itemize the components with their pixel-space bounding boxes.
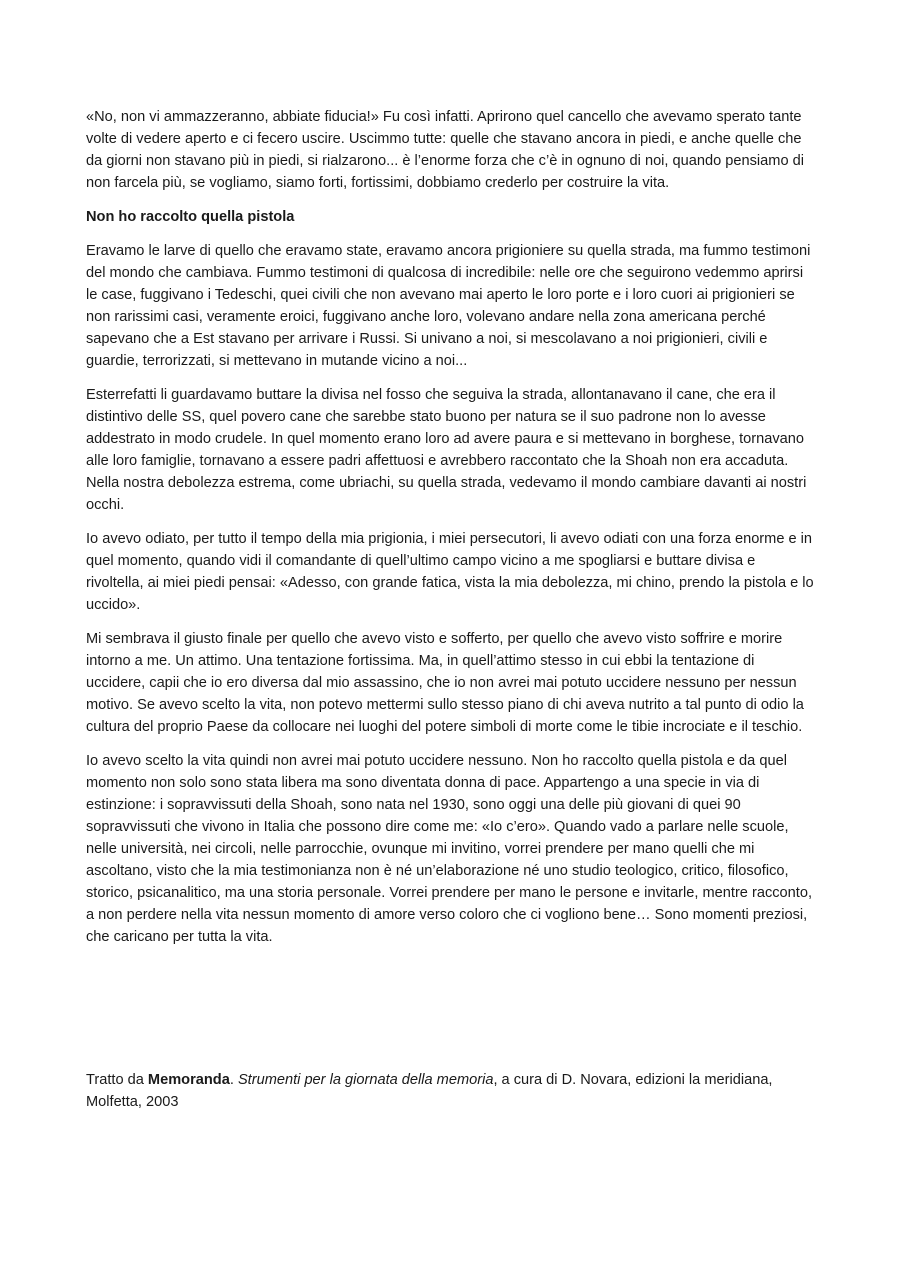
- citation-separator: .: [229, 1072, 238, 1088]
- paragraph-6: Io avevo scelto la vita quindi non avrei mai potuto uccidere nessuno. Non ho raccolto quella pistola e da quel momento non solo sono stata libera ma sono diventata donna di pace. Appartengo a una specie in via di estinzione: i sopravvissuti della Shoah, sono nata nel 1930, sono oggi una delle più giovani di quei 90 sopravvissuti che vivono in Italia che possono dire come me: «Io c’ero». Quando vado a parlare nelle scuole, nelle università, nei circoli, nelle parrocchie, ovunque mi invitino, vorrei prendere per mano quelli che mi ascoltano, visto che la mia testimonianza non è né un’elaborazione né uno studio teologico, critico, filosofico, storico, psicanalitico, ma una storia personale. Vorrei prendere per mano le persone e invitarle, mentre racconto, a non perdere nella vita nessun momento di amore verso coloro che ci vogliono bene… Sono momenti preziosi, che caricano per tutta la vita.: [86, 753, 813, 945]
- citation-book-title: Memoranda: [147, 1072, 230, 1088]
- paragraph-1: «No, non vi ammazzeranno, abbiate fiducia!» Fu così infatti. Aprirono quel cancello che avevamo sperato tante volte di vedere aperto e ci fecero uscire. Uscimmo tutte: quelle che stavano ancora in piedi, e anche quelle che da giorni non stavano più in piedi, si rialzarono... è l’enorme forza che c’è in ognuno di noi, quando pensiamo di non farcela più, se vogliamo, siamo forti, fortissimi, dobbiamo crederlo per costruire la vita.: [86, 109, 804, 191]
- citation-suffix: , a cura di D. Novara, edizioni la meridiana, Molfetta, 2003: [86, 1072, 773, 1110]
- paragraph-5: Mi sembrava il giusto finale per quello che avevo visto e sofferto, per quello che avevo visto soffrire e morire intorno a me. Un attimo. Una tentazione fortissima. Ma, in quell’attimo stesso in cui ebbi la tentazione di uccidere, capii che io ero diversa dal mio assassino, che io non avrei mai potuto uccidere nessuno per nessun motivo. Se avevo scelto la vita, non potevo mettermi sullo stesso piano di chi aveva nutrito a tal punto di odio la cultura del proprio Paese da collocare nei luoghi del potere simboli di morte come le tibie incrociate e il teschio.: [86, 631, 804, 735]
- citation-subtitle: Strumenti per la giornata della memoria: [237, 1072, 494, 1088]
- paragraph-2: Eravamo le larve di quello che eravamo state, eravamo ancora prigioniere su quella strada, ma fummo testimoni del mondo che cambiava. Fummo testimoni di qualcosa di incredibile: nelle ore che seguirono vedemmo aprirsi le case, fuggivano i Tedeschi, quei civili che non avevano mai aperto le loro porte e i loro cuori ai prigionieri se non rarissimi casi, veramente eroici, fuggivano anche loro, volevano andare nella zona americana perché sapevano che a Est stavano per arrivare i Russi. Si univano a noi, si mescolavano a noi prigionieri, civili e guardie, terrorizzati, si mettevano in mutande vicino a noi...: [86, 243, 811, 369]
- source-citation: [86, 1069, 814, 1113]
- section-heading: Non ho raccolto quella pistola: [86, 209, 295, 225]
- paragraph-3: Esterrefatti li guardavamo buttare la divisa nel fosso che seguiva la strada, allontanavano il cane, che era il distintivo delle SS, quel povero cane che sarebbe stato buono per natura se il suo padrone non lo avesse addestrato in modo crudele. In quel momento erano loro ad avere paura e si mettevano in borghese, tornavano alle loro famiglie, tornavano a essere padri affettuosi e avrebbero raccontato che la Shoah non era accaduta. Nella nostra debolezza estrema, come ubriachi, su quella strada, vedevamo il mondo cambiare davanti ai nostri occhi.: [86, 387, 807, 513]
- document-body: [86, 106, 814, 960]
- citation-prefix: Tratto da: [86, 1072, 148, 1088]
- paragraph-4: Io avevo odiato, per tutto il tempo della mia prigionia, i miei persecutori, li avevo odiati con una forza enorme e in quel momento, quando vidi il comandante di quell’ultimo campo vicino a me spogliarsi e buttare divisa e rivoltella, ai miei piedi pensai: «Adesso, con grande fatica, vista la mia debolezza, mi chino, prendo la pistola e lo uccido».: [86, 531, 814, 613]
